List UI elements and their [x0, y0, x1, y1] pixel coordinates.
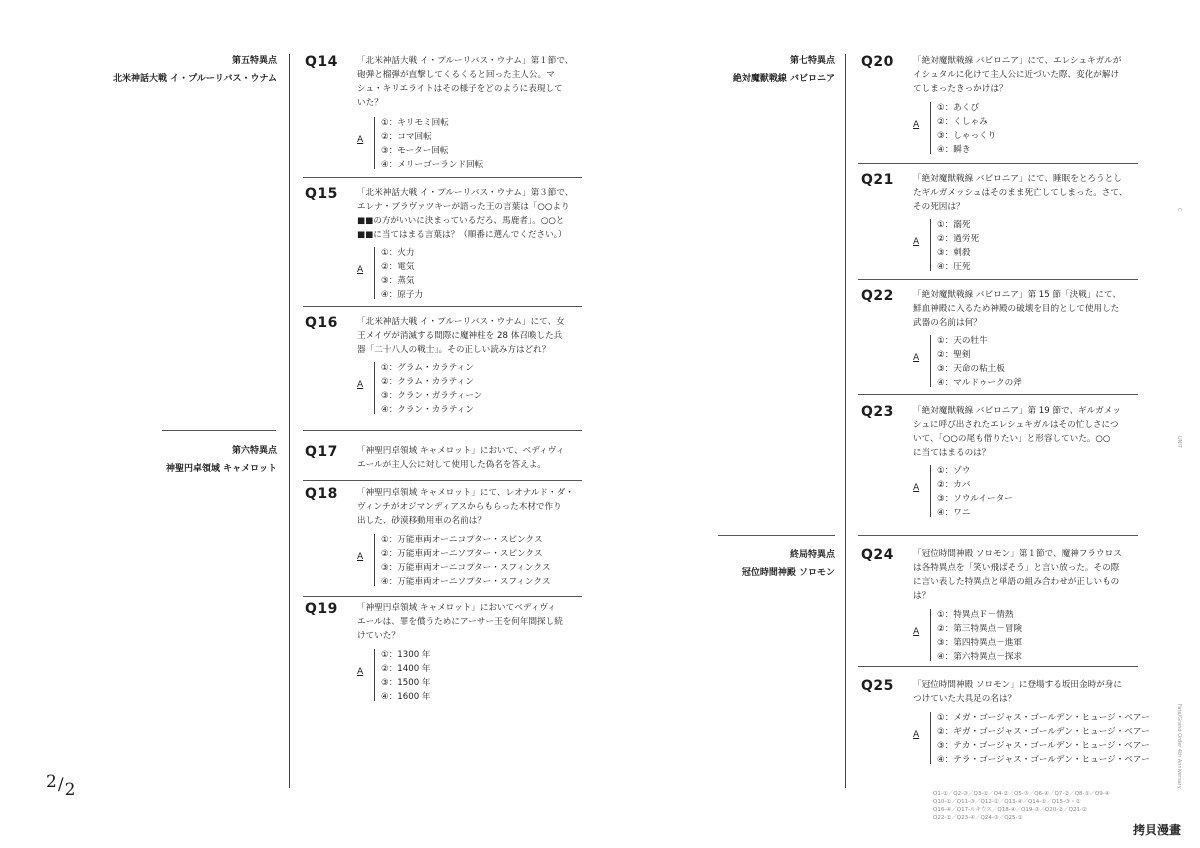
options-list: ①：溺死 ②：過労死 ③：刺殺 ④：圧死 [937, 220, 980, 272]
question-number: Q23 [861, 404, 894, 420]
margin-note-low: Fate/Grand Order 4th Anniversary [1176, 704, 1182, 789]
section-subtitle: 絶対魔獣戦線 バビロニア [732, 74, 835, 84]
answer-marker: A [913, 730, 920, 740]
options-list: ①：天の牡牛 ②：聖剣 ③：天命の粘土板 ④：マルドゥークの斧 [937, 336, 1022, 388]
question-number: Q16 [305, 315, 338, 331]
question-text: 「絶対魔獣戦線 バビロニア」第 15 節「決戦」にて、 鮮血神殿に入るため神殿の破壊を目的として使用した 武器の名前は何？ [913, 290, 1122, 328]
question-text: 「絶対魔獣戦線 バビロニア」にて、睡眠をとろうとし たギルガメッシュはそのまま死亡してしまった。さて、 その死因は？ [913, 174, 1128, 212]
options-bracket [930, 465, 934, 517]
question-text: 「北米神話大戦 イ・プルーリバス・ウナム」にて、女 王メイヴが消滅する間際に魔神柱を 28 体召喚した兵 器「二十八人の戦士」。その正しい読み方はどれ？ [357, 317, 565, 355]
question-number: Q14 [305, 54, 338, 70]
options-list: ①：メガ・ゴージャス・ゴールデン・ヒュージ・ベアー ②：ギガ・ゴージャス・ゴールデン・ヒュージ・ベアー ③：テカ・ゴージャス・ゴールデン・ヒュージ・ベアー ④：テラ・ゴージャス・ゴールデン・ヒュージ・ベアー [937, 713, 1150, 765]
column-divider-left [289, 54, 290, 788]
section-title: 第六特異点 [231, 446, 277, 456]
options-bracket [374, 649, 378, 701]
section-separator-left [162, 430, 276, 431]
section-subtitle: 北米神話大戦 イ・プルーリバス・ウナム [112, 74, 277, 84]
section-header-final [660, 546, 835, 582]
question-separator [303, 596, 582, 597]
question-number: Q18 [305, 486, 338, 502]
question-text: 「冠位時間神殿 ソロモン」第１節で、魔神フラウロス は各特異点を「笑い飛ばそう」と言い放った。その際 に言い表した特異点と単語の組み合わせが正しいもの は？ [913, 549, 1122, 601]
options-bracket [930, 712, 934, 764]
answer-marker: A [913, 120, 920, 130]
answer-marker: A [357, 380, 364, 390]
question-separator [858, 394, 1138, 395]
options-list: ①：あくび ②：くしゃみ ③：しゃっくり ④：瞬き [937, 103, 997, 155]
column-divider-right [845, 54, 846, 788]
question-separator [858, 535, 1138, 536]
options-bracket [930, 609, 934, 661]
answer-marker: A [357, 667, 364, 677]
question-text: 「冠位時間神殿 ソロモン」に登場する坂田金時が身に つけていた大具足の名は？ [913, 680, 1122, 704]
page-current: 2 [46, 772, 57, 792]
question-number: Q22 [861, 288, 894, 304]
page-total: 2 [64, 780, 76, 800]
options-list: ①：1300 年 ②：1400 年 ③：1500 年 ④：1600 年 [381, 650, 431, 702]
section-title: 第七特異点 [789, 56, 835, 66]
watermark: 拷貝漫畫 [1133, 823, 1182, 837]
options-list: ①：ゾウ ②：カバ ③：ソウルイーター ④：ワニ [937, 466, 1013, 518]
question-separator [303, 430, 582, 431]
answer-marker: A [913, 483, 920, 493]
question-number: Q25 [861, 678, 894, 694]
options-list: ①：火力 ②：電気 ③：蒸気 ④：原子力 [381, 248, 424, 300]
question-text: 「北米神話大戦 イ・プルーリバス・ウナム」第１節で、 砲弾と榴弾が直撃してくるくると回った主人公。マ シュ・キリエライトはその様子をどのように表現して いた？ [357, 56, 574, 108]
options-bracket [374, 117, 378, 169]
answer-marker: A [357, 552, 364, 562]
question-text: 「絶対魔獣戦線 バビロニア」第 19 節で、ギルガメッ シュに呼び出されたエレシュキガルはその忙しさにつ いて、「○○の尾も借りたい」と形容していた。○○ に当てはまるのは？ [913, 406, 1121, 458]
question-text: 「絶対魔獣戦線 バビロニア」にて、エレシュキガルが イシュタルに化けて主人公に近づいた際、変化が解け てしまったきっかけは？ [913, 56, 1122, 94]
answer-marker: A [913, 627, 920, 637]
section-subtitle: 冠位時間神殿 ソロモン [741, 568, 835, 578]
options-bracket [374, 362, 378, 414]
section-separator-right [718, 535, 835, 536]
answer-key: Q1-①／Q2-③／Q3-①／Q4-②／Q5-③／Q6-④／Q7-②／Q8-①／Q9-④ Q10-①／Q11-③／Q12-②／Q13-④／Q14-①／Q15-③・② Q16-④／Q17-ルキウス／Q18-④／Q19-③／Q20-②／Q21-② Q22-①／Q23-④／Q24-③／Q25-① [933, 791, 1110, 821]
options-list: ①：グラム・カラティン ②：クラム・カラティン ③：クラン・ガラティーン ④：クラン・カラティン [381, 363, 483, 415]
answer-marker: A [913, 353, 920, 363]
options-list: ①：特異点Ｆ－情熱 ②：第三特異点－冒険 ③：第四特異点－進軍 ④：第六特異点－探求 [937, 610, 1023, 662]
question-text: 「神聖円卓領域 キャメロット」にて、レオナルド・ダ・ ヴィンチがオジマンディアスからもらった木材で作り 出した、砂漠移動用車の名前は？ [357, 488, 574, 526]
question-separator [303, 177, 582, 178]
options-bracket [374, 247, 378, 299]
question-number: Q19 [305, 601, 338, 617]
question-text: 「北米神話大戦 イ・プルーリバス・ウナム」第３節で、 エレナ・ブラヴァツキーが語った王の言葉は「○○より ■■の方がいいに決まっているだろ、馬鹿者」。○○と ■■に当てはまる言葉は？（順番に選んでください。） [357, 188, 574, 240]
options-bracket [930, 335, 934, 387]
options-bracket [930, 219, 934, 271]
question-text: 「神聖円卓領域 キャメロット」において、ベディヴィ エールが主人公に対して使用した偽名を答えよ。 [357, 446, 565, 470]
question-number: Q24 [861, 547, 894, 563]
answer-marker: A [913, 237, 920, 247]
question-text: 「神聖円卓領域 キャメロット」においてベディヴィ エールは、罪を償うためにアーサー王を何年間探し続 けていた？ [357, 603, 563, 641]
section-subtitle: 神聖円卓領域 キャメロット [166, 464, 277, 474]
section-header-6 [100, 442, 277, 478]
section-title: 終局特異点 [789, 550, 835, 560]
question-number: Q15 [305, 186, 338, 202]
question-separator [858, 163, 1138, 164]
section-title: 第五特異点 [231, 56, 277, 66]
question-number: Q17 [305, 444, 338, 460]
section-header-7 [660, 52, 835, 88]
options-list: ①：キリモミ回転 ②：コマ回転 ③：モーター回転 ④：メリーゴーランド回転 [381, 118, 484, 170]
section-header-5 [100, 52, 277, 88]
page-slash: / [57, 775, 64, 795]
answer-marker: A [357, 265, 364, 275]
question-separator [858, 279, 1138, 280]
question-number: Q21 [861, 172, 894, 188]
question-separator [303, 306, 582, 307]
answer-marker: A [357, 135, 364, 145]
page-number [46, 772, 76, 800]
question-number: Q20 [861, 54, 894, 70]
margin-note-top: C [1176, 208, 1182, 212]
options-bracket [930, 102, 934, 154]
question-separator [858, 666, 1138, 667]
margin-note-mid: UNIT [1176, 436, 1182, 448]
options-bracket [374, 534, 378, 586]
question-separator [303, 480, 582, 481]
options-list: ①：万能車両オーニコプター・スピンクス ②：万能車両オーニソプター・スピンクス ③：万能車両オーニコプター・スフィンクス ④：万能車両オーニソプター・スフィンクス [381, 535, 551, 587]
